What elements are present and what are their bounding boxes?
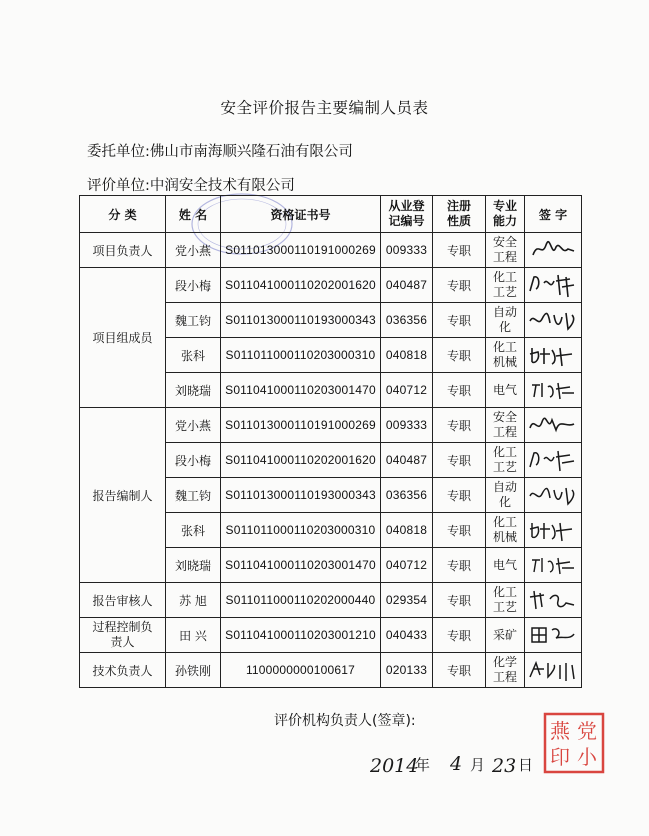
cert-number: S011011000110203000310 <box>221 513 381 548</box>
table-row <box>80 268 582 303</box>
client-line <box>87 140 353 161</box>
header-name: 姓 名 <box>166 196 221 233</box>
category-project-leader: 项目负责人 <box>80 233 166 268</box>
reg-nature: 专职 <box>433 548 486 583</box>
table-row <box>80 583 582 618</box>
reg-nature: 专职 <box>433 233 486 268</box>
signature <box>525 443 582 478</box>
page-title: 安全评价报告主要编制人员表 <box>220 99 429 117</box>
reg-nature: 专职 <box>433 373 486 408</box>
reg-number: 036356 <box>381 303 433 338</box>
reg-nature: 专职 <box>433 618 486 653</box>
cert-number: S011041000110203001210 <box>221 618 381 653</box>
date-year: 2014 <box>370 755 419 777</box>
reg-nature: 专职 <box>433 268 486 303</box>
seal-char: 小 <box>577 745 597 769</box>
person-name: 苏 旭 <box>166 583 221 618</box>
signature <box>525 338 582 373</box>
signature <box>525 373 582 408</box>
reg-nature: 专职 <box>433 513 486 548</box>
specialty: 电气 <box>486 373 525 408</box>
reg-nature: 专职 <box>433 653 486 688</box>
reg-nature: 专职 <box>433 583 486 618</box>
person-name: 段小梅 <box>166 443 221 478</box>
reg-number: 009333 <box>381 233 433 268</box>
seal-char: 燕 <box>550 719 570 743</box>
reg-number: 020133 <box>381 653 433 688</box>
person-name: 段小梅 <box>166 268 221 303</box>
reg-number: 040818 <box>381 513 433 548</box>
cert-number: S011041000110202001620 <box>221 443 381 478</box>
cert-number: S011011000110202000440 <box>221 583 381 618</box>
date-ri: 日 <box>518 756 534 774</box>
staff-table <box>79 195 582 688</box>
cert-number: 1100000000100617 <box>221 653 381 688</box>
header-reg: 从业登 记编号 <box>381 196 433 233</box>
person-name: 党小燕 <box>166 408 221 443</box>
seal-char: 党 <box>577 719 597 743</box>
reg-nature: 专职 <box>433 408 486 443</box>
header-nature: 注册 性质 <box>433 196 486 233</box>
person-name: 刘晓瑞 <box>166 548 221 583</box>
specialty: 化工 机械 <box>486 338 525 373</box>
seal-char: 印 <box>550 745 570 769</box>
table-row <box>80 408 582 443</box>
signature <box>525 653 582 688</box>
category-tech-leader: 技术负责人 <box>80 653 166 688</box>
signature <box>525 268 582 303</box>
client-label: 委托单位: <box>87 144 150 160</box>
date-yue: 月 <box>470 756 486 774</box>
specialty: 自动 化 <box>486 303 525 338</box>
specialty: 电气 <box>486 548 525 583</box>
signature <box>525 513 582 548</box>
signature <box>525 303 582 338</box>
specialty: 安全 工程 <box>486 233 525 268</box>
reg-number: 040818 <box>381 338 433 373</box>
category-report-reviewer: 报告审核人 <box>80 583 166 618</box>
reg-number: 040712 <box>381 373 433 408</box>
specialty: 化工 工艺 <box>486 443 525 478</box>
personal-seal <box>543 712 605 774</box>
evaluator-value: 中润安全技术有限公司 <box>149 178 295 194</box>
header-cert: 资格证书号 <box>221 196 381 233</box>
person-name: 魏工钧 <box>166 478 221 513</box>
reg-number: 040487 <box>381 268 433 303</box>
cert-number: S011013000110193000343 <box>221 478 381 513</box>
date-day: 23 <box>492 755 517 777</box>
signature <box>525 618 582 653</box>
date-nian: 年 <box>415 756 431 774</box>
cert-number: S011013000110191000269 <box>221 233 381 268</box>
reg-number: 040433 <box>381 618 433 653</box>
reg-number: 040487 <box>381 443 433 478</box>
header-sign: 签 字 <box>525 196 582 233</box>
client-value: 佛山市南海顺兴隆石油有限公司 <box>149 144 353 160</box>
person-name: 田 兴 <box>166 618 221 653</box>
specialty: 自动 化 <box>486 478 525 513</box>
cert-number: S011041000110203001470 <box>221 548 381 583</box>
category-project-members: 项目组成员 <box>80 268 166 408</box>
agency-head-label: 评价机构负责人(签章): <box>274 713 416 729</box>
person-name: 刘晓瑞 <box>166 373 221 408</box>
specialty: 化工 工艺 <box>486 583 525 618</box>
specialty: 采矿 <box>486 618 525 653</box>
signature <box>525 233 582 268</box>
table-row <box>80 233 582 268</box>
reg-number: 040712 <box>381 548 433 583</box>
cert-number: S011013000110193000343 <box>221 303 381 338</box>
specialty: 化学 工程 <box>486 653 525 688</box>
table-row <box>80 618 582 653</box>
person-name: 孙铁刚 <box>166 653 221 688</box>
signature <box>525 408 582 443</box>
reg-nature: 专职 <box>433 338 486 373</box>
header-field: 专业 能力 <box>486 196 525 233</box>
reg-nature: 专职 <box>433 478 486 513</box>
reg-nature: 专职 <box>433 303 486 338</box>
reg-number: 009333 <box>381 408 433 443</box>
reg-nature: 专职 <box>433 443 486 478</box>
category-report-writers: 报告编制人 <box>80 408 166 583</box>
person-name: 张科 <box>166 513 221 548</box>
evaluator-label: 评价单位: <box>87 178 150 194</box>
reg-number: 036356 <box>381 478 433 513</box>
signature <box>525 478 582 513</box>
specialty: 安全 工程 <box>486 408 525 443</box>
person-name: 张科 <box>166 338 221 373</box>
category-process-control: 过程控制负 责人 <box>80 618 166 653</box>
cert-number: S011011000110203000310 <box>221 338 381 373</box>
specialty: 化工 机械 <box>486 513 525 548</box>
table-header-row <box>80 196 582 233</box>
date-month: 4 <box>450 753 463 775</box>
cert-number: S011013000110191000269 <box>221 408 381 443</box>
table-row <box>80 653 582 688</box>
signature <box>525 583 582 618</box>
person-name: 魏工钧 <box>166 303 221 338</box>
signature <box>525 548 582 583</box>
cert-number: S011041000110203001470 <box>221 373 381 408</box>
specialty: 化工 工艺 <box>486 268 525 303</box>
header-category: 分 类 <box>80 196 166 233</box>
person-name: 党小燕 <box>166 233 221 268</box>
reg-number: 029354 <box>381 583 433 618</box>
cert-number: S011041000110202001620 <box>221 268 381 303</box>
